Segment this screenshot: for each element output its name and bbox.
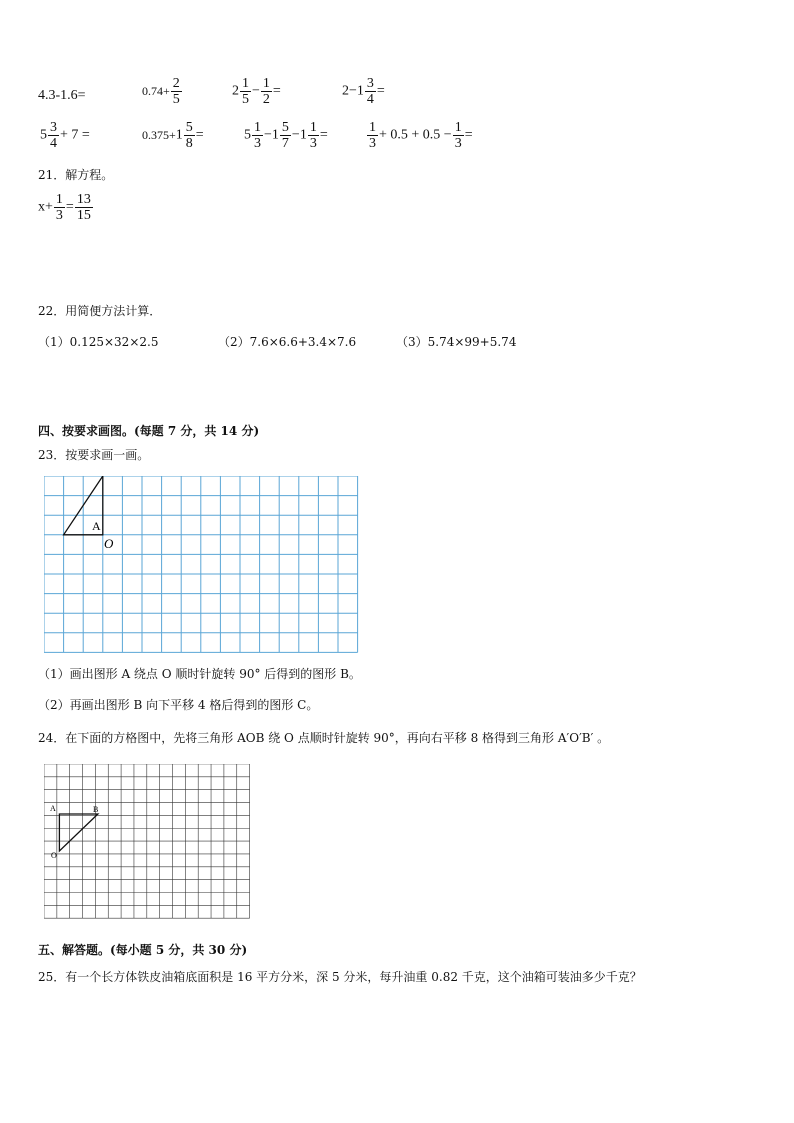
numerator: 5 bbox=[185, 120, 193, 135]
whole-number: 1 bbox=[175, 127, 183, 143]
whole-number: 1 bbox=[299, 127, 307, 143]
calc-r2-e3 bbox=[244, 120, 328, 151]
numerator: 3 bbox=[366, 76, 374, 91]
label-o: O bbox=[104, 536, 114, 551]
numerator: 3 bbox=[50, 120, 57, 135]
denominator: 4 bbox=[366, 92, 374, 107]
operator: − bbox=[349, 83, 357, 99]
variable: x+ bbox=[38, 199, 53, 215]
numerator: 1 bbox=[55, 192, 63, 207]
q23-title: 23．按要求画一画。 bbox=[38, 448, 150, 462]
whole-number: 1 bbox=[271, 127, 279, 143]
calc-r1-e2-prefix: 0.74+ bbox=[142, 84, 170, 98]
calc-r2-e1 bbox=[40, 120, 90, 151]
denominator: 8 bbox=[185, 136, 193, 151]
equals: = bbox=[376, 83, 385, 99]
q22-part3: （3）5.74×99+5.74 bbox=[396, 335, 517, 349]
label-o: O bbox=[51, 851, 57, 860]
q22-title: 22．用简便方法计算． bbox=[38, 304, 162, 318]
denominator: 7 bbox=[281, 136, 289, 151]
grid-lines bbox=[44, 476, 358, 652]
q25-text: 25．有一个长方体铁皮油箱底面积是 16 平方分米，深 5 分米，每升油重 0.82 千克，这个油箱可装油多少千克？ bbox=[38, 970, 642, 984]
grid-lines bbox=[44, 764, 250, 918]
denominator: 2 bbox=[262, 92, 270, 107]
expression-middle: + 0.5 + 0.5 − bbox=[379, 127, 452, 143]
denominator: 3 bbox=[454, 136, 462, 151]
numerator: 1 bbox=[369, 120, 376, 135]
triangle-aob bbox=[59, 814, 98, 851]
denominator: 3 bbox=[55, 208, 63, 223]
numerator: 5 bbox=[281, 120, 289, 135]
denominator: 3 bbox=[254, 136, 261, 151]
whole-number: 2 bbox=[232, 83, 239, 99]
q21-title: 21．解方程。 bbox=[38, 168, 114, 182]
numerator: 1 bbox=[242, 76, 249, 91]
label-a: A bbox=[50, 804, 56, 813]
equals: = bbox=[272, 83, 281, 99]
equals: = bbox=[319, 127, 328, 143]
q24-grid bbox=[44, 764, 274, 924]
operator: − bbox=[291, 127, 300, 143]
calc-r1-e3 bbox=[232, 76, 281, 107]
operator: − bbox=[264, 127, 272, 143]
calc-r2-e2 bbox=[142, 120, 204, 151]
q23-grid bbox=[44, 476, 360, 654]
whole-number: 5 bbox=[244, 127, 251, 143]
expression-rest: + 7 = bbox=[60, 127, 90, 143]
numerator: 13 bbox=[76, 192, 91, 207]
denominator: 4 bbox=[50, 136, 57, 151]
denominator: 5 bbox=[172, 92, 180, 107]
q22-part2: （2）7.6×6.6+3.4×7.6 bbox=[218, 335, 357, 349]
section5-heading: 五、解答题。(每小题 5 分，共 30 分) bbox=[38, 943, 248, 957]
prefix: 0.375+ bbox=[142, 128, 176, 142]
numerator: 1 bbox=[309, 120, 317, 135]
label-b: B bbox=[93, 805, 99, 814]
number: 2 bbox=[342, 83, 349, 99]
denominator: 15 bbox=[76, 208, 91, 223]
equals: = bbox=[65, 199, 74, 215]
denominator: 3 bbox=[309, 136, 317, 151]
denominator: 3 bbox=[369, 136, 376, 151]
whole-number: 1 bbox=[356, 83, 364, 99]
calc-r1-e1: 4.3-1.6= bbox=[38, 88, 86, 103]
equals: = bbox=[195, 127, 204, 143]
operator: − bbox=[252, 83, 260, 99]
denominator: 5 bbox=[242, 92, 249, 107]
q24-title: 24．在下面的方格图中，先将三角形 AOB 绕 O 点顺时针旋转 90°，再向右平移 8 格得到三角形 A′O′B′ 。 bbox=[38, 731, 610, 745]
calc-r2-e4 bbox=[366, 120, 473, 151]
q21-equation bbox=[38, 192, 94, 223]
numerator: 2 bbox=[172, 76, 180, 91]
q22-part1: （1）0.125×32×2.5 bbox=[38, 335, 159, 349]
numerator: 1 bbox=[454, 120, 462, 135]
equals: = bbox=[464, 127, 473, 143]
whole-number: 5 bbox=[40, 127, 47, 143]
calc-r1-e2-frac bbox=[171, 76, 182, 107]
calc-r1-e4 bbox=[342, 76, 385, 107]
numerator: 1 bbox=[262, 76, 270, 91]
calc-r1-e2 bbox=[142, 76, 183, 107]
q23-line1: （1）画出图形 A 绕点 O 顺时针旋转 90° 后得到的图形 B。 bbox=[38, 667, 361, 681]
label-a: A bbox=[92, 519, 101, 533]
q23-line2: （2）再画出图形 B 向下平移 4 格后得到的图形 C。 bbox=[38, 698, 319, 712]
section4-heading: 四、按要求画图。(每题 7 分，共 14 分) bbox=[38, 424, 260, 438]
numerator: 1 bbox=[254, 120, 261, 135]
